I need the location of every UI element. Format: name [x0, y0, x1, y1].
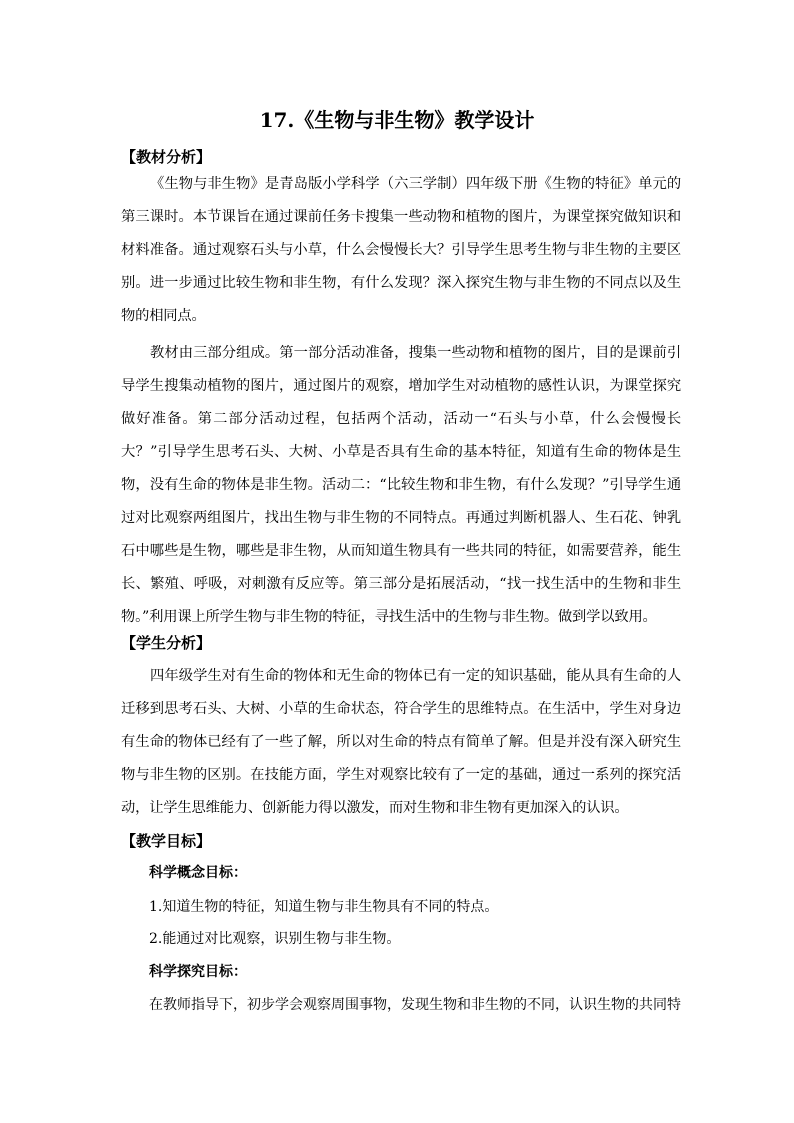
objective-item-1: 1.知道生物的特征，知道生物与非生物具有不同的特点。: [149, 899, 499, 915]
paragraph-textbook-analysis-1: 《生物与非生物》是青岛版小学科学（六三学制）四年级下册《生物的特征》单元的第三课时。本节课旨在通过课前任务卡搜集一些动物和植物的图片，为课堂探究做知识和材料准备。通过观察石头与小草，什么会慢慢长大？引导学生思考生物与非生物的主要区别。进一步通过比较生物和非生物，有什么发现？深入探究生物与非生物的不同点以及生物的相同点。: [121, 176, 681, 324]
document-title: 17.《生物与非生物》教学设计: [259, 108, 535, 132]
section-heading-teaching-objectives: 【教学目标】: [121, 832, 212, 850]
subheading-science-concept-goals: 科学概念目标：: [149, 865, 247, 881]
section-heading-student-analysis: 【学生分析】: [121, 634, 212, 652]
paragraph-student-analysis: 四年级学生对有生命的物体和无生命的物体已有一定的知识基础，能从具有生命的人迁移到思考石头、大树、小草的生命状态，符合学生的思维特点。在生活中，学生对身边有生命的物体已经有了一些了解，所以对生命的特点有简单了解。但是并没有深入研究生物与非生物的区别。在技能方面，学生对观察比较有了一定的基础，通过一系列的探究活动，让学生思维能力、创新能力得以激发，而对生物和非生物有更加深入的认识。: [121, 668, 681, 816]
subheading-science-inquiry-goals: 科学探究目标：: [149, 964, 247, 980]
section-heading-textbook-analysis: 【教材分析】: [121, 148, 212, 166]
inquiry-goal-text: 在教师指导下，初步学会观察周围事物，发现生物和非生物的不同，认识生物的共同特: [149, 997, 681, 1013]
paragraph-textbook-analysis-2: 教材由三部分组成。第一部分活动准备，搜集一些动物和植物的图片，目的是课前引导学生搜集动植物的图片，通过图片的观察，增加学生对动植物的感性认识，为课堂探究做好准备。第二部分活动过程，包括两个活动，活动一“石头与小草，什么会慢慢长大？”引导学生思考石头、大树、小草是否具有生命的基本特征，知道有生命的物体是生物，没有生命的物体是非生物。活动二：“比较生物和非生物，有什么发现？”引导学生通过对比观察两组图片，找出生物与非生物的不同特点。再通过判断机器人、生石花、钟乳石中哪些是生物，哪些是非生物，从而知道生物具有一些共同的特征，如需要营养，能生长、繁殖、呼吸，对刺激有反应等。第三部分是拓展活动，“找一找生活中的生物和非生物。”利用课上所学生物与非生物的特征，寻找生活中的生物与非生物。做到学以致用。: [121, 345, 681, 625]
objective-item-2: 2.能通过对比观察，识别生物与非生物。: [149, 931, 401, 947]
